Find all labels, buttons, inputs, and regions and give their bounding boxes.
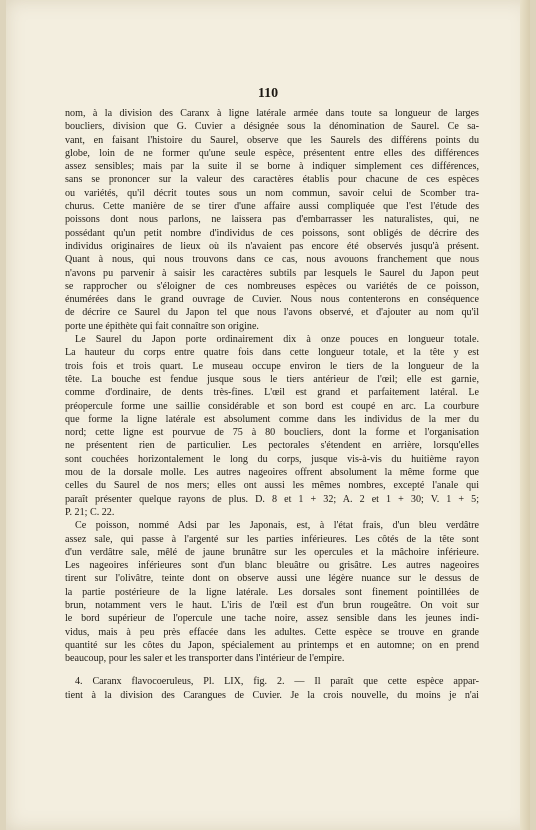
- text-line: quantité sur les côtes du Japon, spécialement au printemps et en automne; on en prend: [65, 639, 479, 651]
- body-text: [65, 107, 479, 702]
- text-line: celles du Saurel de nos mers; elles ont aussi les mêmes nombres, excepté l'anale qui: [65, 480, 479, 492]
- book-page: [6, 0, 530, 830]
- text-line: le bord supérieur de l'opercule une tache noire, assez sensible dans les jeunes indi-: [65, 613, 479, 625]
- paragraph: [65, 333, 479, 519]
- text-line: churus. Cette manière de se tirer d'une affaire aussi compliquée que l'est l'étude des: [65, 201, 479, 213]
- text-line: de décrire ce Saurel du Japon tel que nous l'avons observé, et d'ajouter au nom qu'il: [65, 307, 479, 319]
- text-line: mou de la dorsale molle. Les autres nageoires offrent absolument la même forme que: [65, 467, 479, 479]
- text-line: vidus, mais à peu près effacée dans les adultes. Cette espèce se trouve en grande: [65, 626, 479, 638]
- text-line: sans se prononcer sur la valeur des caractères établis pour chacune de ces espèces: [65, 174, 479, 186]
- text-line: beaucoup, pour les saler et les transporter dans l'intérieur de l'empire.: [65, 653, 345, 665]
- page-edge: [520, 0, 530, 830]
- text-line: possédant qu'un petit nombre d'individus de ces poissons, sont obligés de décrire des: [65, 227, 479, 239]
- paragraph: [65, 107, 479, 333]
- paragraph: [65, 675, 479, 702]
- text-line: ou variétés, qu'il décrit toutes sous un nom commun, savoir celui de Scomber tra-: [65, 187, 479, 199]
- text-line: vant, en faisant l'histoire du Saurel, observe que les Saurels des différens points du: [65, 134, 479, 146]
- text-line: trois fois et trois quart. Le museau occupe environ le tiers de la longueur de la: [65, 360, 479, 372]
- text-line: tient à la division des Carangues de Cuvier. Je la crois nouvelle, du moins je n'ai: [65, 689, 479, 701]
- text-line: comme d'ordinaire, de dents très-fines. L'œil est grand et parfaitement latéral. Le: [65, 387, 479, 399]
- text-line: n'avons pu parvenir à saisir les caractères subtils par lesquels le Saurel du Japon peut: [65, 267, 479, 279]
- text-line: La hauteur du corps entre quatre fois dans cette longueur totale, et la tête y est: [65, 347, 479, 359]
- paragraph-gap: [65, 665, 479, 675]
- text-line: Les nageoires inférieures sont d'un blanc bleuâtre ou grisâtre. Les autres nageoires: [65, 560, 479, 572]
- text-line: poissons dont nous parlons, ne laissera pas d'embarrasser les naturalistes, qui, ne: [65, 214, 479, 226]
- text-line: sont couchées horizontalement le long du corps, jusque vis-à-vis du huitième rayon: [65, 453, 479, 465]
- paragraph: [65, 519, 479, 665]
- text-line: Quant à nous, qui nous trouvons dans ce cas, nous avouons franchement que nous: [65, 254, 479, 266]
- text-line: nom, à la division des Caranx à ligne latérale armée dans toute sa longueur de larges: [65, 108, 479, 119]
- text-line: d'un verdâtre sale, mêlé de jaune brunâtre sur les opercules et la mâchoire inférieure.: [65, 546, 479, 558]
- text-line: assez sensibles; mais par la suite il se borne à indiquer simplement ces différences,: [65, 161, 479, 173]
- text-line: P. 21; C. 22.: [65, 506, 115, 518]
- text-line: que forme la ligne latérale est absolument comme dans les individus de la mer du: [65, 413, 479, 425]
- text-line: préopercule forme une saillie considérable et son bord est coupé en arc. La courbure: [65, 400, 479, 412]
- text-line: porte une épithète qui fait connaître son origine.: [65, 320, 259, 332]
- text-line: ne présentent rien de particulier. Les pectorales s'étendent en arrière, lorsqu'elles: [65, 440, 479, 452]
- text-line: nord; cette ligne est pourvue de 75 à 80 boucliers, dont la forme et l'organisation: [65, 427, 479, 439]
- text-line: se rapprocher ou s'éloigner de ces nombreuses espèces ou variétés de ce poisson,: [65, 280, 479, 292]
- text-line: globe, loin de ne former qu'une seule espèce, présentent entre elles des différences: [65, 147, 479, 159]
- page-number: 110: [257, 86, 279, 101]
- text-line: 4. Caranx flavocoeruleus, Pl. LIX, fig. 2. — Il paraît que cette espèce appar-: [75, 676, 479, 688]
- text-line: boucliers, division que G. Cuvier a désignée sous la dénomination de Saurel. Ce sa-: [65, 121, 479, 133]
- text-line: énumérées dans le grand ouvrage de Cuvier. Nous nous contenterons en conséquence: [65, 294, 479, 306]
- text-line: paraît présenter quelque rayons de plus. D. 8 et 1 + 32; A. 2 et 1 + 30; V. 1 + 5;: [65, 493, 479, 505]
- text-line: Le Saurel du Japon porte ordinairement dix à onze pouces en longueur totale.: [75, 334, 479, 346]
- text-line: Ce poisson, nommé Adsi par les Japonais, est, à l'état frais, d'un bleu verdâtre: [75, 520, 479, 532]
- text-line: tête. La bouche est fendue jusque sous le tiers antérieur de l'œil; elle est garnie,: [65, 373, 479, 385]
- text-line: individus originaires de lieux où ils n'avaient pas encore été observés jusqu'à présent.: [65, 240, 479, 252]
- text-line: brun, notamment vers le haut. L'iris de l'œil est d'un brun rougeâtre. On voit sur: [65, 599, 479, 611]
- text-line: tirent sur l'olivâtre, teinte dont on observe aussi une légère nuance sur le dessus de: [65, 573, 479, 585]
- text-line: la partie postérieure de la ligne latérale. Les dorsales sont finement pointillées de: [65, 586, 479, 598]
- text-line: assez sale, qui passe à l'argenté sur les parties inférieures. Les côtés de la tête sont: [65, 533, 479, 545]
